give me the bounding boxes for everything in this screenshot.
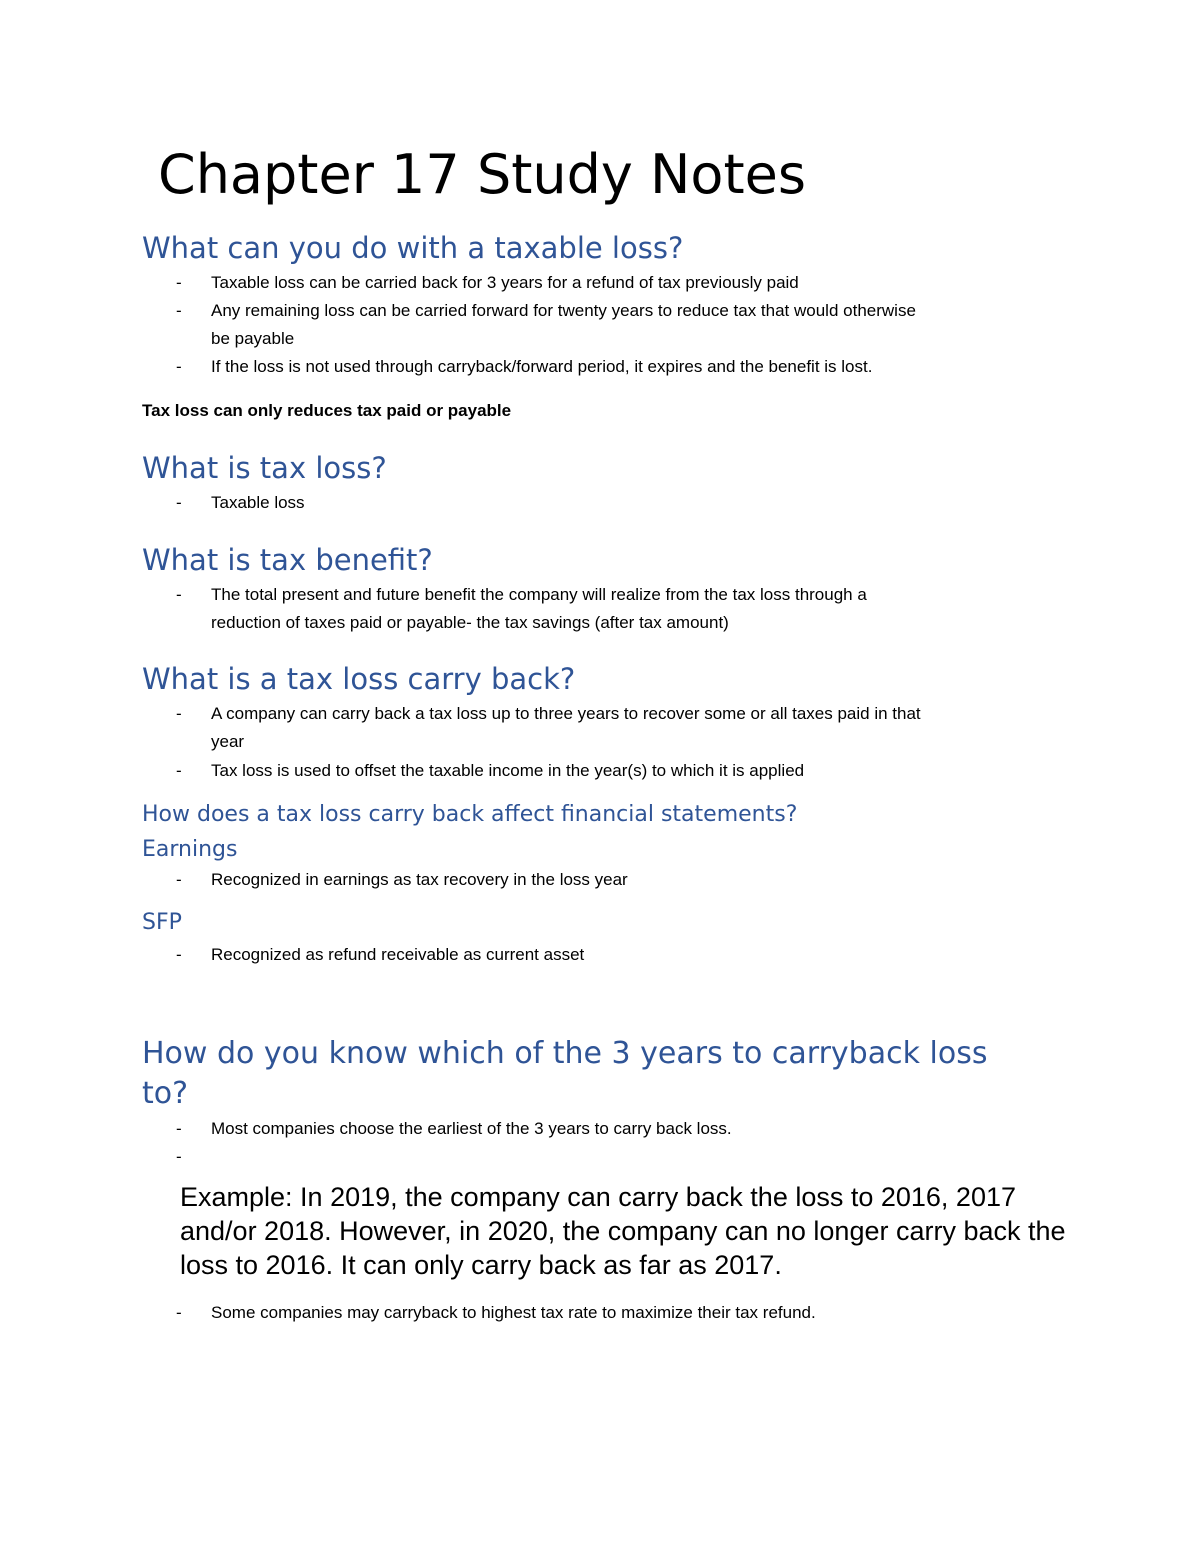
bullet-marker: -	[176, 1303, 182, 1322]
list-item: Tax loss is used to offset the taxable income in the year(s) to which it is applied	[211, 761, 805, 780]
list-item-continuation: be payable	[211, 329, 295, 348]
bullet-marker: -	[176, 301, 182, 320]
list-item: Recognized as refund receivable as current asset	[211, 945, 585, 964]
list-item: Taxable loss can be carried back for 3 years for a refund of tax previously paid	[211, 273, 799, 292]
heading-which-years-continuation: to?	[142, 1076, 189, 1111]
bullet-marker: -	[176, 761, 182, 780]
heading-financial-statements: How does a tax loss carry back affect financial statements?	[142, 802, 798, 827]
heading-carry-back: What is a tax loss carry back?	[142, 662, 576, 696]
bullet-marker: -	[176, 357, 182, 376]
heading-tax-benefit: What is tax benefit?	[142, 543, 433, 577]
example-text: Example: In 2019, the company can carry back the loss to 2016, 2017 and/or 2018. However, in 2020, the company can no longer carry back the loss to 2016. It can only carry back as far as 2017.	[180, 1182, 1066, 1280]
heading-tax-loss: What is tax loss?	[142, 451, 387, 485]
bullet-marker: -	[176, 704, 182, 723]
subheading-sfp: SFP	[142, 910, 182, 935]
bullet-marker: -	[176, 1147, 182, 1166]
list-item: The total present and future benefit the company will realize from the tax loss through a	[211, 585, 867, 604]
bullet-marker: -	[176, 585, 182, 604]
bullet-marker: -	[176, 870, 182, 889]
list-item: Most companies choose the earliest of the 3 years to carry back loss.	[211, 1119, 732, 1138]
page-title: Chapter 17 Study Notes	[158, 143, 806, 206]
list-item-continuation: year	[211, 732, 245, 751]
list-item: If the loss is not used through carryback/forward period, it expires and the benefit is lost.	[211, 357, 873, 376]
list-item: A company can carry back a tax loss up to three years to recover some or all taxes paid in that	[211, 704, 921, 723]
bullet-marker: -	[176, 945, 182, 964]
bold-note: Tax loss can only reduces tax paid or payable	[142, 401, 512, 420]
heading-taxable-loss: What can you do with a taxable loss?	[142, 231, 684, 265]
list-item: Some companies may carryback to highest tax rate to maximize their tax refund.	[211, 1303, 816, 1322]
bullet-marker: -	[176, 493, 182, 512]
list-item: Taxable loss	[211, 493, 305, 512]
list-item: Recognized in earnings as tax recovery in the loss year	[211, 870, 628, 889]
subheading-earnings: Earnings	[142, 837, 238, 862]
bullet-marker: -	[176, 1119, 182, 1138]
list-item-continuation: reduction of taxes paid or payable- the tax savings (after tax amount)	[211, 613, 729, 632]
list-item: Any remaining loss can be carried forward for twenty years to reduce tax that would otherwise	[211, 301, 916, 320]
heading-which-years: How do you know which of the 3 years to carryback loss	[142, 1036, 988, 1071]
bullet-marker: -	[176, 273, 182, 292]
